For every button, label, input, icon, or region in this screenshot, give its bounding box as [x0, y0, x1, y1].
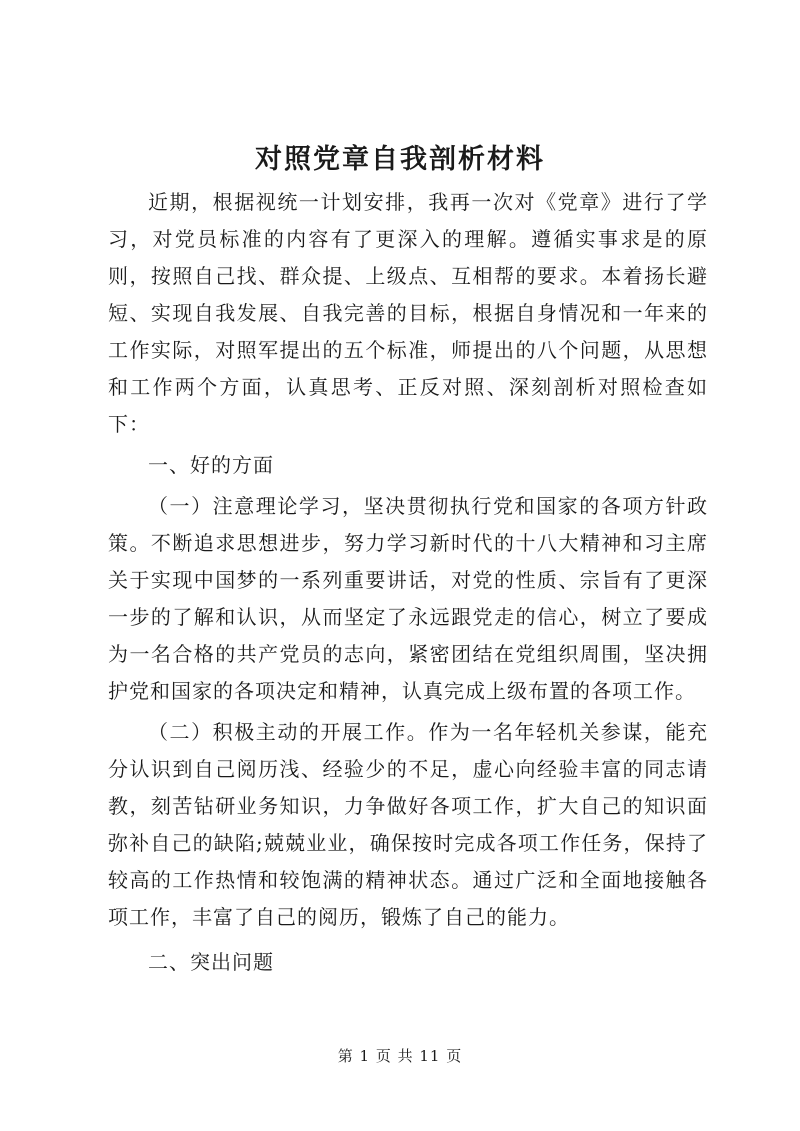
document-title: 对照党章自我剖析材料 — [255, 144, 545, 175]
strength-paragraph-2: （二）积极主动的开展工作。作为一名年轻机关参谋，能充分认识到自己阅历浅、经验少的不足，虚心向经验丰富的同志请教，刻苦钻研业务知识，力争做好各项工作，扩大自己的知识面弥补自己的缺陷;兢兢业业，确保按时完成各项工作任务，保持了较高的工作热情和较饱满的精神状态。通过广泛和全面地接触各项工作，丰富了自己的阅历，锻炼了自己的能力。 — [108, 720, 708, 929]
section-heading-problems: 二、突出问题 — [148, 950, 274, 974]
document-body — [108, 184, 708, 981]
intro-paragraph: 近期，根据视统一计划安排，我再一次对《党章》进行了学习，对党员标准的内容有了更深入的理解。遵循实事求是的原则，按照自己找、群众提、上级点、互相帮的要求。本着扬长避短、实现自我发展、自我完善的目标，根据自身情况和一年来的工作实际，对照军提出的五个标准，师提出的八个问题，从思想和工作两个方面，认真思考、正反对照、深刻剖析对照检查如下： — [108, 190, 708, 436]
section-heading-strengths: 一、好的方面 — [148, 453, 274, 477]
page-number: 第 1 页 共 11 页 — [337, 1047, 463, 1065]
strength-paragraph-1: （一）注意理论学习，坚决贯彻执行党和国家的各项方针政策。不断追求思想进步，努力学习新时代的十八大精神和习主席关于实现中国梦的一系列重要讲话，对党的性质、宗旨有了更深一步的了解和认识，从而坚定了永远跟党走的信心，树立了要成为一名合格的共产党员的志向，紧密团结在党组织周围，坚决拥护党和国家的各项决定和精神，认真完成上级布置的各项工作。 — [108, 494, 708, 703]
